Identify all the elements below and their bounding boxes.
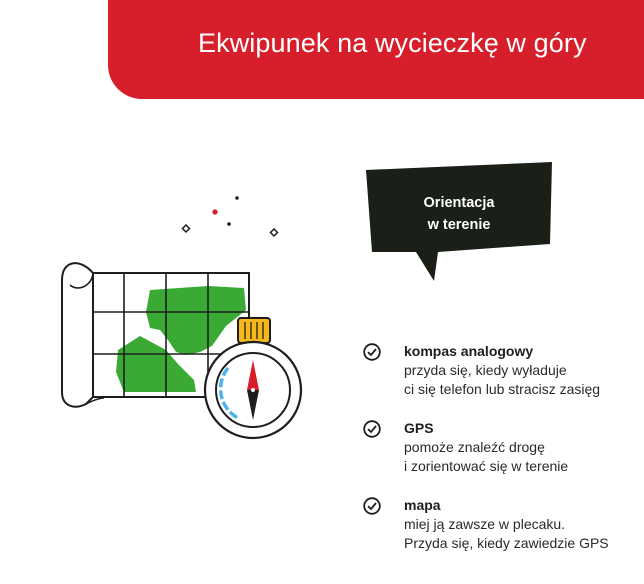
bubble-heading	[377, 192, 541, 236]
item-title: GPS	[404, 420, 434, 436]
list-item	[363, 419, 633, 476]
sparkle-decoration	[183, 196, 278, 236]
check-circle-icon	[363, 420, 381, 438]
item-description: ci się telefon lub stracisz zasięg	[404, 381, 601, 397]
check-circle-icon	[363, 343, 381, 361]
item-description: przyda się, kiedy wyładuje	[404, 362, 567, 378]
item-description: pomoże znaleźć drogę	[404, 439, 545, 455]
equipment-list	[363, 342, 633, 573]
item-description: i zorientować się w terenie	[404, 458, 569, 474]
page-title: Ekwipunek na wycieczkę w góry	[198, 28, 587, 58]
bubble-heading-line1: Orientacja	[423, 195, 495, 211]
check-circle-icon	[363, 497, 381, 515]
item-title: kompas analogowy	[404, 343, 534, 359]
item-description: miej ją zawsze w plecaku.	[404, 516, 566, 532]
list-item	[363, 496, 633, 553]
item-title: mapa	[404, 497, 441, 513]
map-icon	[62, 263, 249, 407]
compass-icon	[205, 318, 301, 438]
item-description: Przyda się, kiedy zawiedzie GPS	[404, 535, 609, 551]
list-item	[363, 342, 633, 399]
bubble-heading-line2: w terenie	[427, 217, 491, 233]
